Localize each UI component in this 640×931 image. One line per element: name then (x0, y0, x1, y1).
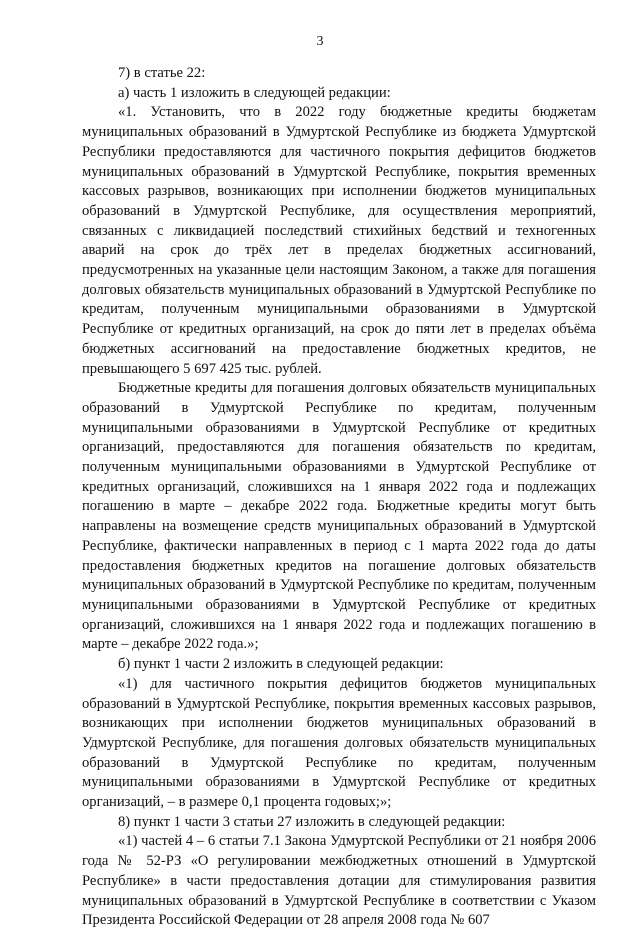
document-body (82, 64, 596, 931)
paragraph-article-22-heading: 7) в статье 22: (118, 65, 206, 81)
paragraph-article-27-text: «1) частей 4 – 6 статьи 7.1 Закона Удмуртской Республики от 21 ноября 2006 года № 52-РЗ «О регулировании межбюджетных отношений в Удмуртской Республике» в части предоставления дотации для стимулирования развития муниципальных образований в Удмуртской Республике в соответствии с Указом Президента Российской Федерации от 28 апреля 2008 года № 607 (82, 833, 596, 929)
paragraph-part-1-intro: а) часть 1 изложить в следующей редакции: (118, 84, 391, 101)
paragraph-part-2-text: «1) для частичного покрытия дефицитов бюджетов муниципальных образований в Удмуртской Республике, покрытия временных кассовых разрывов, возникающих при исполнении бюджетов муниципальных образований в Удмуртской Республике, для погашения долговых обязательств муниципальных образований в Удмуртской Республике по кредитам, полученным муниципальными образованиями в Удмуртской Республике от кредитных организаций, – в размере 0,1 процента годовых;»; (82, 675, 596, 811)
paragraph-part-1-text: «1. Установить, что в 2022 году бюджетные кредиты бюджетам муниципальных образований в Удмуртской Республике из бюджета Удмуртской Республики предоставляются для частичного покрытия дефицитов бюджетов муниципальных образований в Удмуртской Республике, покрытия временных кассовых разрывов, возникающих при исполнении бюджетов муниципальных образований в Удмуртской Республике, для осуществления мероприятий, связанных с ликвидацией последствий стихийных бедствий и техногенных аварий на срок до трёх лет в пределах бюджетных ассигнований, предусмотренных на указанные цели настоящим Законом, а также для погашения долговых обязательств муниципальных образований в Удмуртской Республике по кредитам, полученным муниципальными образованиями в Удмуртской Республике от кредитных организаций, на срок до пяти лет в пределах объёма бюджетных ассигнований на предоставление бюджетных кредитов, не превышающего 5 697 425 тыс. рублей. (82, 104, 596, 377)
page-number: 3 (316, 34, 324, 49)
paragraph-budget-credits: Бюджетные кредиты для погашения долговых обязательств муниципальных образований в Удмуртской Республике по кредитам, полученным муниципальными образованиями в Удмуртской Республике от кредитных организаций, предоставляются для погашения обязательств по кредитам, полученным муниципальными образованиями в Удмуртской Республике от кредитных организаций, сложившихся на 1 января 2022 года и подлежащих погашению в марте – декабре 2022 года. Бюджетные кредиты могут быть направлены на возмещение средств муниципальных образований в Удмуртской Республике, фактически направленных в период с 1 марта 2022 года до даты предоставления бюджетных кредитов на погашение долговых обязательств муниципальных образований в Удмуртской Республике по кредитам, полученным муниципальными образованиями в Удмуртской Республике от кредитных организаций, сложившихся на 1 января 2022 года и подлежащих погашению в марте – декабре 2022 года.»; (82, 380, 596, 653)
paragraph-part-2-intro: б) пункт 1 части 2 изложить в следующей редакции: (118, 656, 444, 673)
paragraph-article-27-intro: 8) пункт 1 части 3 статьи 27 изложить в следующей редакции: (118, 813, 506, 830)
